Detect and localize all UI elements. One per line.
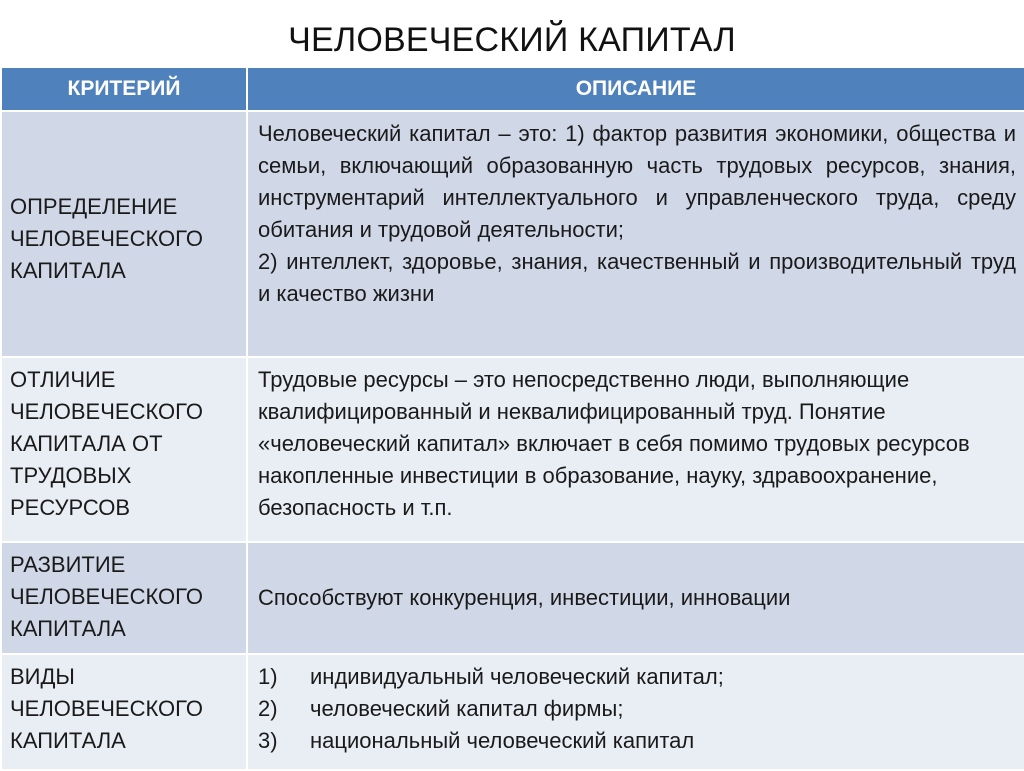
- table-row-difference: [1, 357, 1024, 542]
- criterion-text: ВИДЫ ЧЕЛОВЕЧЕСКОГО КАПИТАЛА: [10, 664, 203, 753]
- criterion-cell: [1, 542, 247, 654]
- criterion-cell: [1, 111, 247, 357]
- description-cell: [247, 542, 1024, 654]
- criterion-text: ОПРЕДЕЛЕНИЕ ЧЕЛОВЕЧЕСКОГО КАПИТАЛА: [10, 194, 203, 283]
- list-item: [258, 725, 1016, 757]
- list-item: [258, 661, 1016, 693]
- table-row-development: [1, 542, 1024, 654]
- description-paragraph: Человеческий капитал – это: 1) фактор развития экономики, общества и семьи, включающий образованную часть трудовых ресурсов, знания, инструментарий интеллектуального и управленческого труда, среду обитания и трудовой деятельности;: [258, 121, 1016, 242]
- table-row-types: [1, 654, 1024, 770]
- list-item-text: человеческий капитал фирмы;: [310, 696, 624, 721]
- description-paragraph: Трудовые ресурсы – это непосредственно люди, выполняющие квалифицированный и неквалифицированный труд. Понятие «человеческий капитал» включает в себя помимо трудовых ресурсов накопленные инвестиции в образование, науку, здравоохранение, безопасность и т.п.: [258, 367, 970, 520]
- list-item-number: 2): [258, 696, 278, 721]
- column-header-criterion: КРИТЕРИЙ: [1, 67, 247, 111]
- list-item: [258, 693, 1016, 725]
- criterion-text: ОТЛИЧИЕ ЧЕЛОВЕЧЕСКОГО КАПИТАЛА ОТ ТРУДОВЫХ РЕСУРСОВ: [10, 367, 203, 520]
- list-item-text: индивидуальный человеческий капитал;: [310, 664, 724, 689]
- description-cell: [247, 111, 1024, 357]
- criteria-table: [0, 66, 1024, 771]
- list-item-text: национальный человеческий капитал: [310, 728, 695, 753]
- description-cell: [247, 357, 1024, 542]
- slide-title: ЧЕЛОВЕЧЕСКИЙ КАПИТАЛ: [288, 21, 736, 59]
- table-header-row: [1, 67, 1024, 111]
- list-item-number: 1): [258, 664, 278, 689]
- criterion-cell: [1, 654, 247, 770]
- criterion-cell: [1, 357, 247, 542]
- table-row-definition: [1, 111, 1024, 357]
- description-cell: [247, 654, 1024, 770]
- description-paragraph: 2) интеллект, здоровье, знания, качественный и производительный труд и качество жизни: [258, 249, 1016, 306]
- list-item-number: 3): [258, 728, 278, 753]
- description-paragraph: Способствуют конкуренция, инвестиции, инновации: [258, 585, 791, 610]
- column-header-description: ОПИСАНИЕ: [247, 67, 1024, 111]
- criterion-text: РАЗВИТИЕ ЧЕЛОВЕЧЕСКОГО КАПИТАЛА: [10, 552, 203, 641]
